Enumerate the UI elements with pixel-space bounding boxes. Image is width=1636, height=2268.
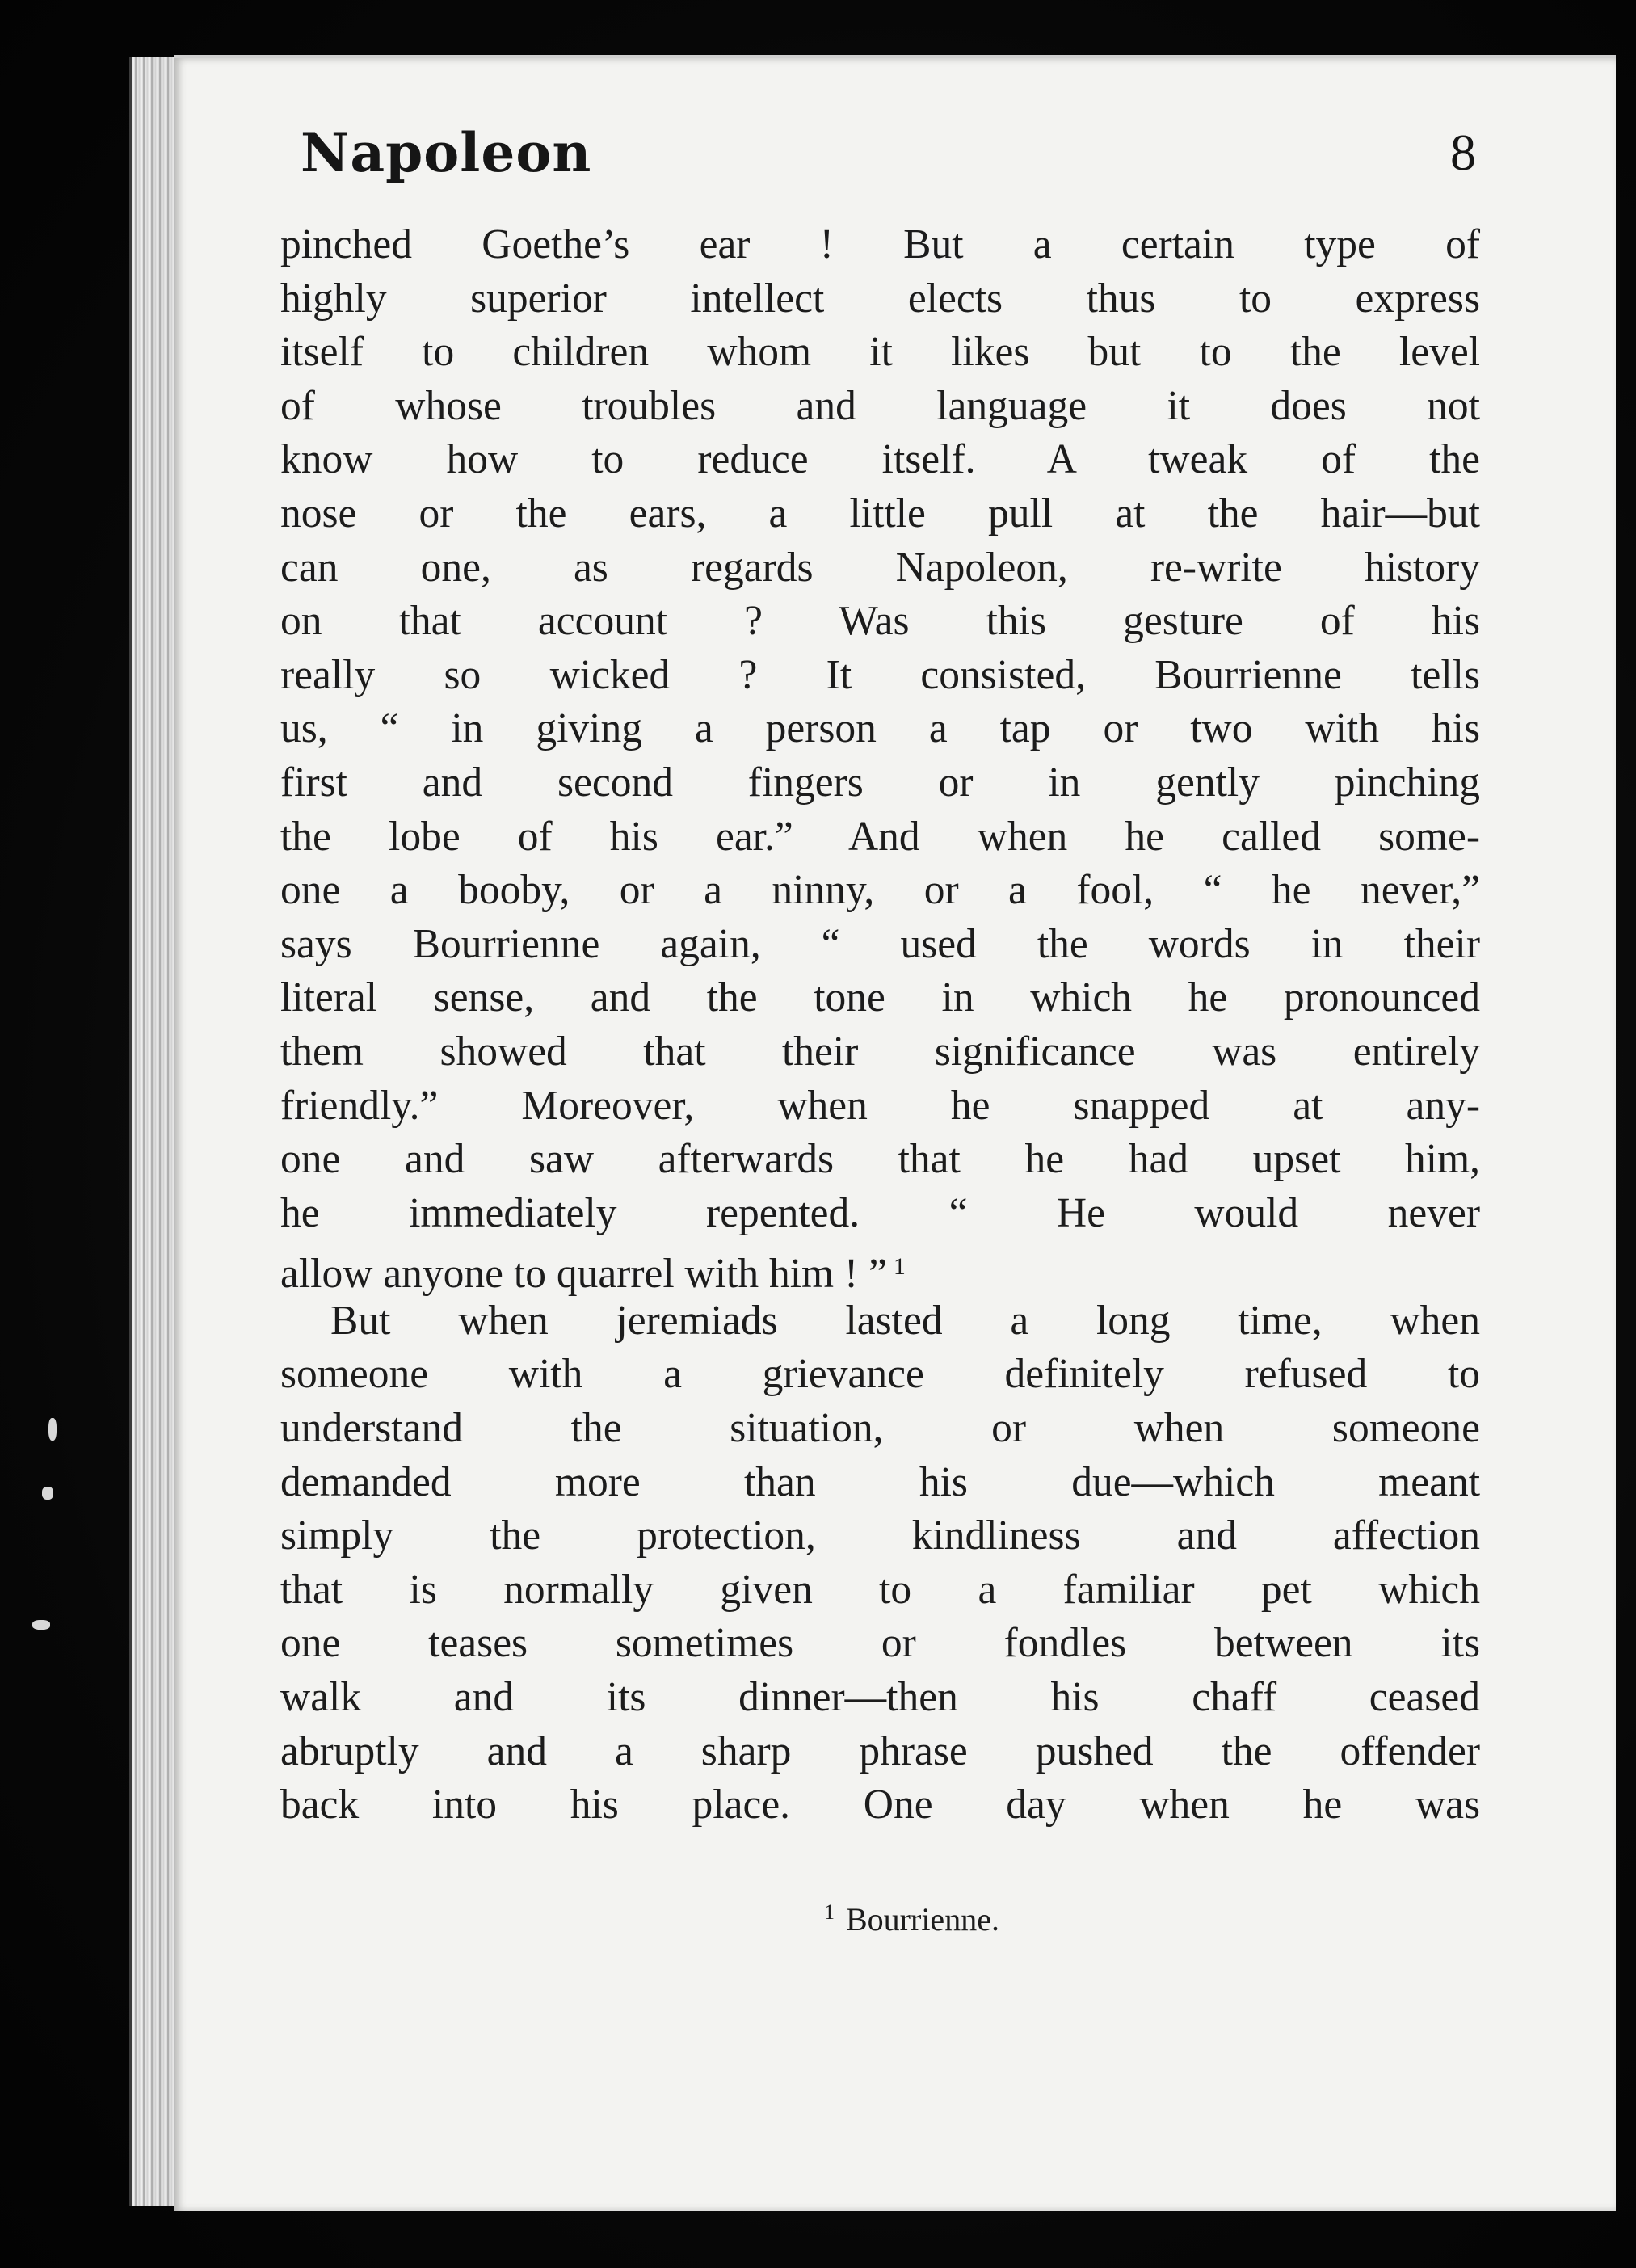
text-line: of whose troubles and language it does not bbox=[280, 382, 1480, 429]
text-line: back into his place. One day when he was bbox=[280, 1782, 1480, 1828]
scan-speck bbox=[48, 1418, 57, 1441]
text-line: But when jeremiads lasted a long time, when bbox=[330, 1297, 1480, 1344]
text-line: abruptly and a sharp phrase pushed the offender bbox=[280, 1727, 1480, 1774]
text-line: one teases sometimes or fondles between its bbox=[280, 1620, 1480, 1667]
text-line: them showed that their significance was entirely bbox=[280, 1028, 1480, 1075]
running-title: Napoleon bbox=[301, 121, 592, 184]
text-line: really so wicked ? It consisted, Bourrienne tells bbox=[280, 651, 1480, 698]
text-line: can one, as regards Napoleon, re-write history bbox=[280, 544, 1480, 591]
text-line: simply the protection, kindliness and affection bbox=[280, 1513, 1480, 1559]
running-head bbox=[301, 121, 1476, 202]
text-line-with-footnote bbox=[280, 1240, 1480, 1298]
text-line: friendly.” Moreover, when he snapped at any- bbox=[280, 1082, 1480, 1129]
text-line: one and saw afterwards that he had upset him, bbox=[280, 1136, 1480, 1183]
text-line: someone with a grievance definitely refused to bbox=[280, 1351, 1480, 1398]
text-line: know how to reduce itself. A tweak of the bbox=[280, 436, 1480, 483]
text-line: that is normally given to a familiar pet which bbox=[280, 1566, 1480, 1613]
scan-speck bbox=[42, 1487, 53, 1500]
text-line: literal sense, and the tone in which he pronounced bbox=[280, 974, 1480, 1021]
text-line: us, “ in giving a person a tap or two with his bbox=[280, 705, 1480, 752]
text-line: highly superior intellect elects thus to express bbox=[280, 275, 1480, 322]
page-number: 8 bbox=[1450, 124, 1476, 181]
text-line: walk and its dinner—then his chaff ceased bbox=[280, 1674, 1480, 1721]
footnote-text: Bourrienne. bbox=[846, 1901, 999, 1938]
text-line: first and second fingers or in gently pinching bbox=[280, 759, 1480, 806]
body-text bbox=[280, 218, 1480, 1832]
text-line: he immediately repented. “ He would never bbox=[280, 1189, 1480, 1236]
text-line: the lobe of his ear.” And when he called some- bbox=[280, 813, 1480, 860]
text-line: allow anyone to quarrel with him ! ” bbox=[280, 1251, 887, 1298]
footnote-reference: 1 bbox=[893, 1253, 906, 1281]
footnote-marker: 1 bbox=[824, 1900, 835, 1924]
text-line: on that account ? Was this gesture of his bbox=[280, 598, 1480, 645]
text-line: pinched Goethe’s ear ! But a certain type of bbox=[280, 221, 1480, 267]
text-line: nose or the ears, a little pull at the hair—but bbox=[280, 490, 1480, 536]
text-line: one a booby, or a ninny, or a fool, “ he never,” bbox=[280, 867, 1480, 914]
text-line: says Bourrienne again, “ used the words in their bbox=[280, 920, 1480, 967]
text-line: understand the situation, or when someone bbox=[280, 1405, 1480, 1452]
footnote bbox=[824, 1900, 999, 1938]
text-line: itself to children whom it likes but to the level bbox=[280, 329, 1480, 376]
text-line: demanded more than his due—which meant bbox=[280, 1458, 1480, 1505]
scan-speck bbox=[32, 1620, 50, 1630]
